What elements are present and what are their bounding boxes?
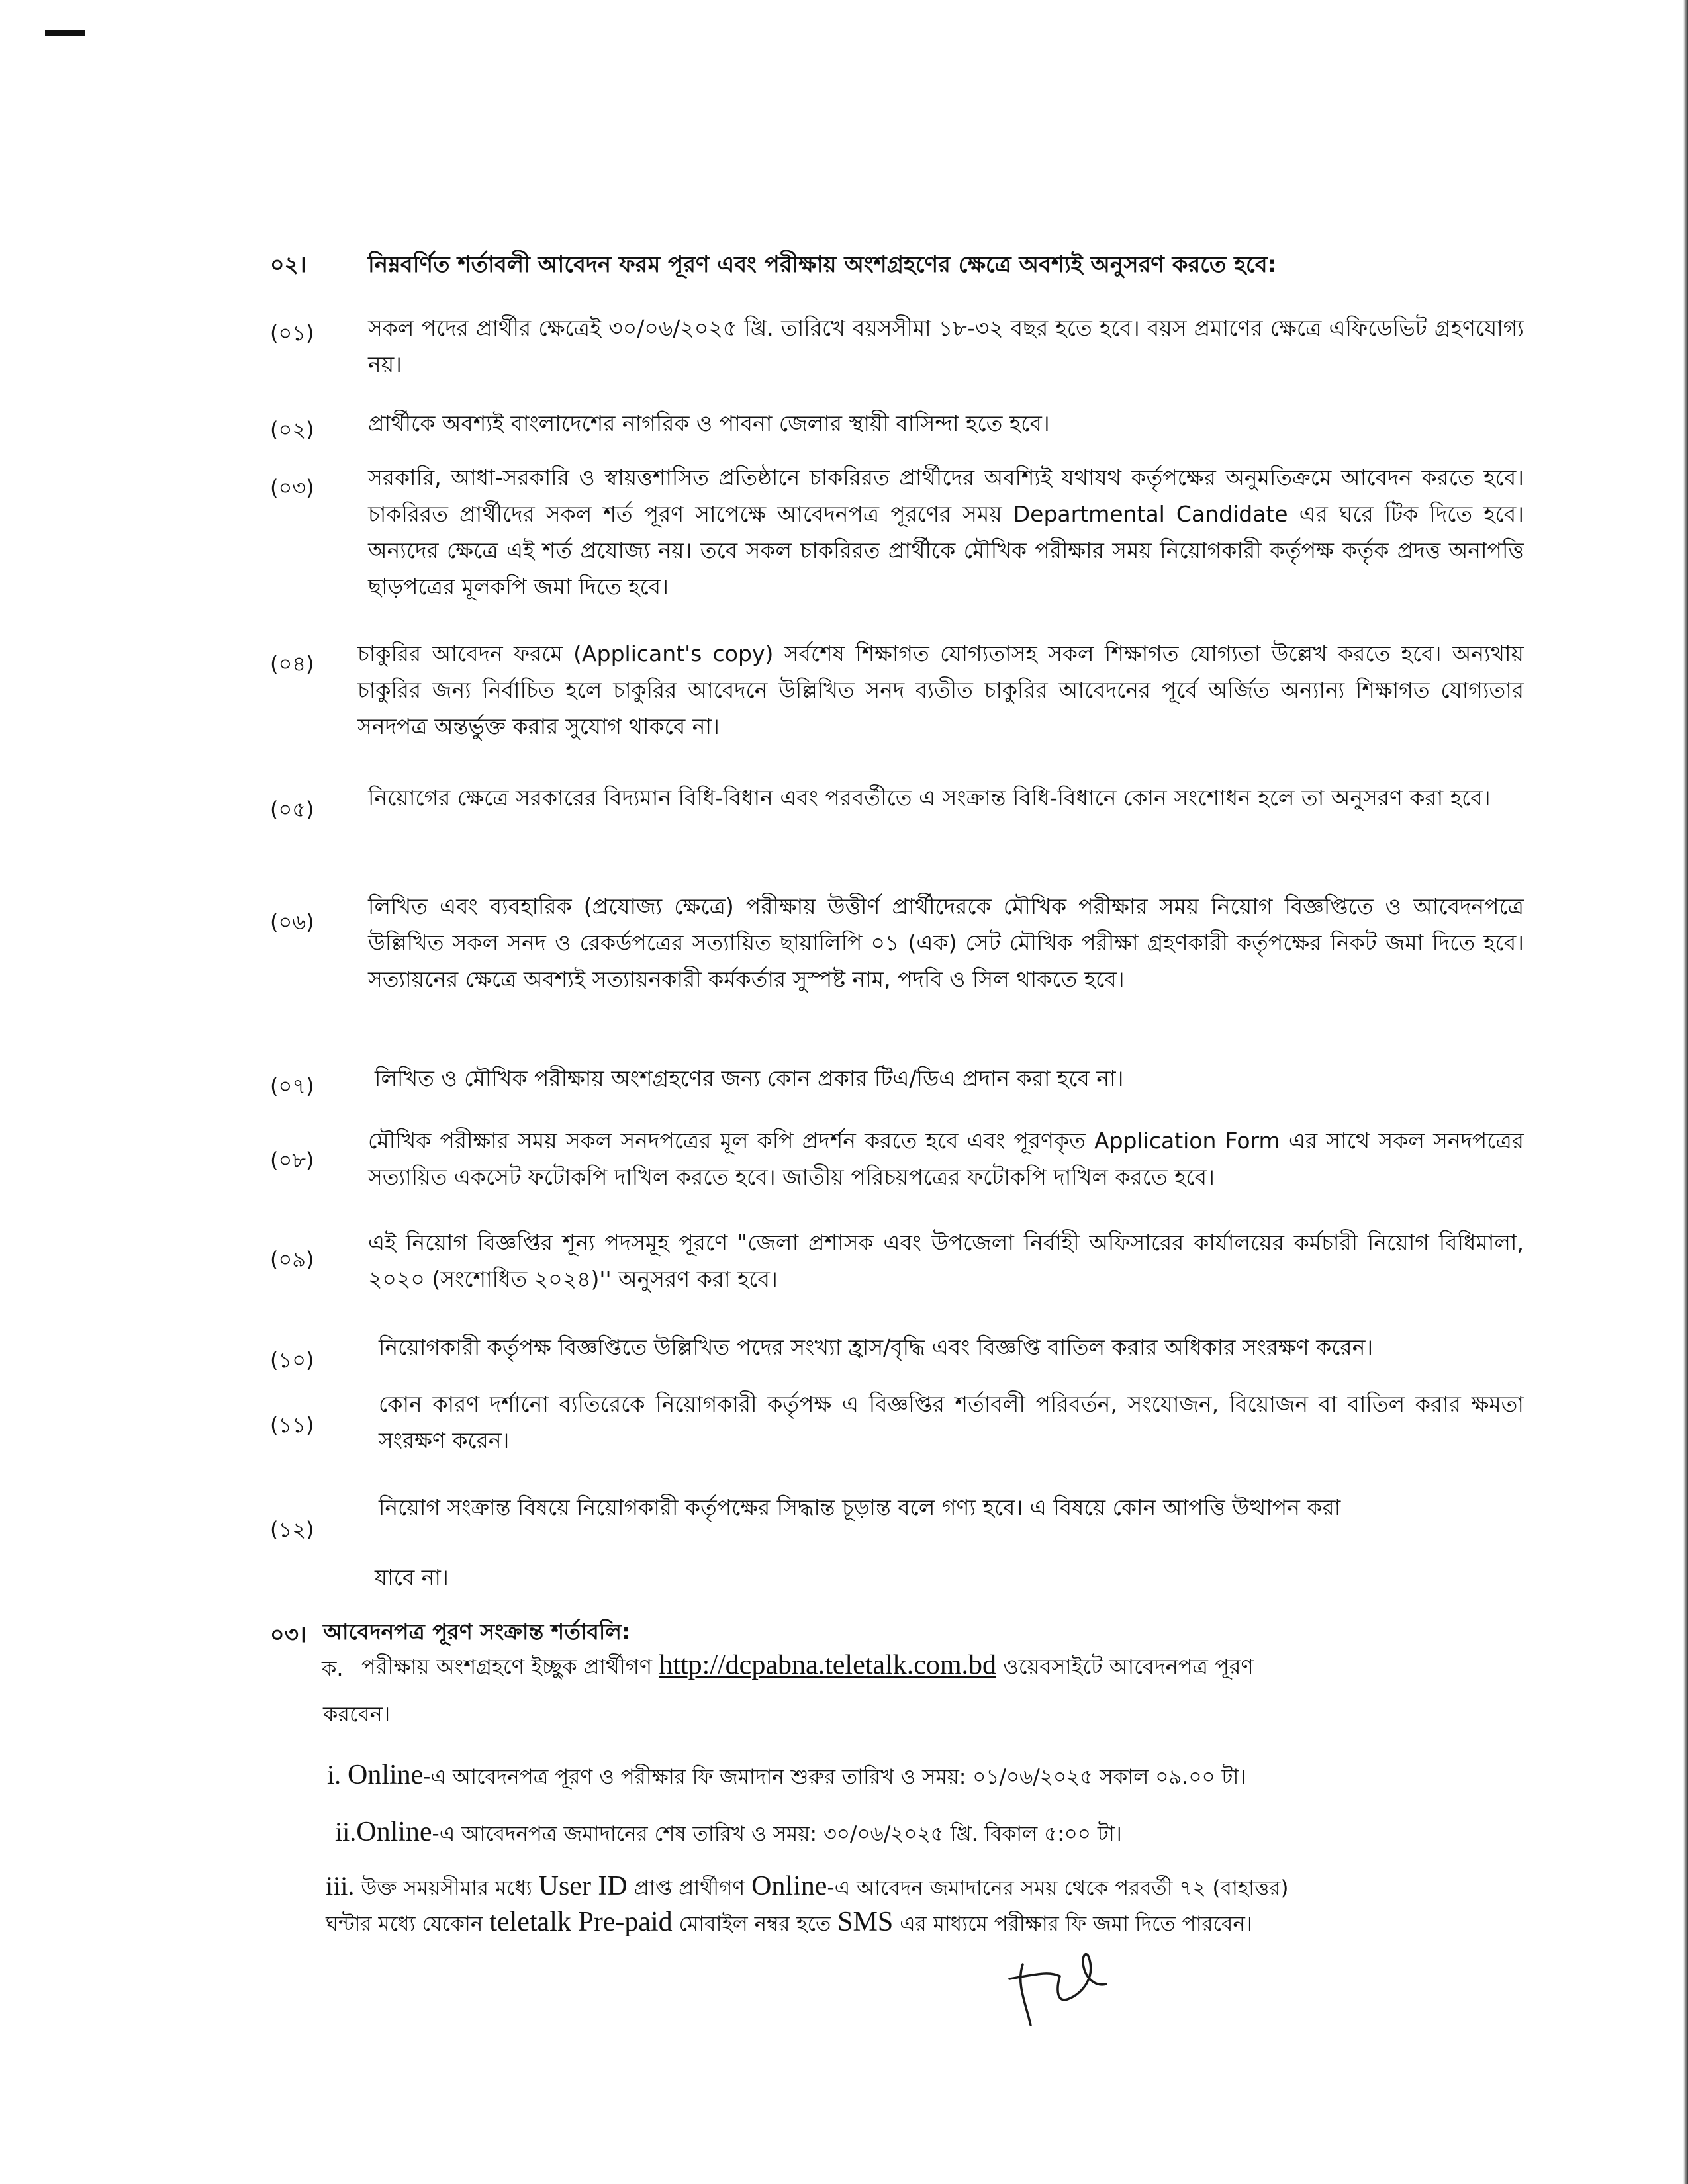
point-iii-text-6: এর মাধ্যমে পরীক্ষার ফি জমা দিতে পারবেন। [900, 1912, 1252, 1936]
point-iii-sms: SMS [837, 1907, 894, 1937]
item-number-09: (০৯) [270, 1247, 314, 1272]
item-number-01: (০১) [270, 320, 314, 345]
item-text-09: এই নিয়োগ বিজ্ঞপ্তির শূন্য পদসমূহ পূরণে "জেলা প্রশাসক এবং উপজেলা নির্বাহী অফিসারের কার্যালয়ের কর্মচারী নিয়োগ বিধিমালা, ২০২০ (সংশোধিত ২০২৪)'' অনুসরণ করা হবে। [368, 1230, 1524, 1292]
section-3-number: ০৩। [270, 1621, 306, 1647]
point-iii-userid: User ID [538, 1871, 628, 1901]
item-text-06: লিখিত এবং ব্যবহারিক (প্রযোজ্য ক্ষেত্রে) পরীক্ষায় উত্তীর্ণ প্রার্থীদেরকে মৌখিক পরীক্ষার সময় নিয়োগ বিজ্ঞপ্তিতে ও আবেদনপত্রে উল্লিখিত সকল সনদ ও রেকর্ডপত্রের সত্যায়িত ছায়ালিপি ০১ (এক) সেট মৌখিক পরীক্ষা গ্রহণকারী কর্তৃপক্ষের নিকট জমা দিতে হবে। সত্যায়নের ক্ষেত্রে অবশ্যই সত্যায়নকারী কর্মকর্তার সুস্পষ্ট নাম, পদবি ও সিল থাকতে হবে। [368, 893, 1524, 992]
point-i-text: -এ আবেদনপত্র পূরণ ও পরীক্ষার ফি জমাদান শুরুর তারিখ ও সময়: ০১/০৬/২০২৫ সকাল ০৯.০০ টা। [423, 1765, 1246, 1789]
point-iii-text-5: মোবাইল নম্বর হতে [679, 1912, 831, 1936]
item-text-05: নিয়োগের ক্ষেত্রে সরকারের বিদ্যমান বিধি-বিধান এবং পরবর্তীতে এ সংক্রান্ত বিধি-বিধানে কোন সংশোধন হলে তা অনুসরণ করা হবে। [368, 785, 1491, 811]
item-number-05: (০৫) [270, 797, 314, 822]
item-number-03: (০৩) [270, 475, 314, 500]
point-iii-text-2: প্রাপ্ত প্রার্থীগণ [633, 1876, 745, 1900]
scan-edge-shadow [1683, 0, 1688, 2184]
point-iii-online: Online [751, 1871, 827, 1901]
teletalk-url-link[interactable]: http://dcpabna.teletalk.com.bd [659, 1650, 997, 1680]
item-number-06: (০৬) [270, 909, 314, 934]
point-ii [335, 1816, 1122, 1852]
point-iii-text-3: -এ আবেদন জমাদানের সময় থেকে পরবর্তী ৭২ (বাহাত্তর) [827, 1876, 1289, 1900]
point-iii-prepaid: teletalk Pre-paid [489, 1907, 673, 1937]
item-text-02: প্রার্থীকে অবশ্যই বাংলাদেশের নাগরিক ও পাবনা জেলার স্থায়ী বাসিন্দা হতে হবে। [368, 410, 1050, 436]
point-ii-label: ii. [335, 1817, 357, 1846]
item-number-10: (১০) [270, 1347, 314, 1373]
item-text-10: নিয়োগকারী কর্তৃপক্ষ বিজ্ঞপ্তিতে উল্লিখিত পদের সংখ্যা হ্রাস/বৃদ্ধি এবং বিজ্ঞপ্তি বাতিল করার অধিকার সংরক্ষণ করেন। [379, 1334, 1374, 1360]
item-text-03: সরকারি, আধা-সরকারি ও স্বায়ত্তশাসিত প্রতিষ্ঠানে চাকরিরত প্রার্থীদের অবশ্যিই যথাযথ কর্তৃপক্ষের অনুমতিক্রমে আবেদন করতে হবে। চাকরিরত প্রার্থীদের সকল শর্ত পূরণ সাপেক্ষে আবেদনপত্র পূরণের সময় Departmental Candidate এর ঘরে টিক দিতে হবে। অন্যদের ক্ষেত্রে এই শর্ত প্রযোজ্য নয়। তবে সকল চাকরিরত প্রার্থীকে মৌখিক পরীক্ষার সময় নিয়োগকারী কর্তৃপক্ষ কর্তৃক প্রদত্ত অনাপত্তি ছাড়পত্রের মূলকপি জমা দিতে হবে। [368, 465, 1524, 600]
item-text-12: নিয়োগ সংক্রান্ত বিষয়ে নিয়োগকারী কর্তৃপক্ষের সিদ্ধান্ত চূড়ান্ত বলে গণ্য হবে। এ বিষয়ে কোন আপত্তি উত্থাপন করা [379, 1494, 1341, 1520]
item-number-02: (০২) [270, 417, 314, 442]
scan-mark [45, 30, 85, 36]
item-number-08: (০৮) [270, 1148, 314, 1173]
item-number-12: (১২) [270, 1517, 314, 1542]
item-text-12-continuation: যাবে না। [375, 1565, 449, 1590]
item-number-04: (০৪) [270, 651, 314, 676]
point-i-label: i. [327, 1760, 342, 1790]
item-text-08: মৌখিক পরীক্ষার সময় সকল সনদপত্রের মূল কপি প্রদর্শন করতে হবে এবং পূরণকৃত Application Form এর সাথে সকল সনদপত্রের সত্যায়িত একসেট ফটোকপি দাখিল করতে হবে। জাতীয় পরিচয়পত্রের ফটোকপি দাখিল করতে হবে। [368, 1128, 1524, 1190]
item-text-04: চাকুরির আবেদন ফরমে (Applicant's copy) সর্বশেষ শিক্ষাগত যোগ্যতাসহ সকল শিক্ষাগত যোগ্যতা উল্লেখ করতে হবে। অন্যথায় চাকুরির জন্য নির্বাচিত হলে চাকুরির আবেদনে উল্লিখিত সনদ ব্যতীত চাকুরির আবেদনের পূর্বে অর্জিত অন্যান্য শিক্ষাগত যোগ্যতার সনদপত্র অন্তর্ভুক্ত করার সুযোগ থাকবে না। [357, 641, 1524, 739]
ka-continuation: করবেন। [323, 1702, 391, 1727]
section-2-heading: নিম্নবর্ণিত শর্তাবলী আবেদন ফরম পূরণ এবং পরীক্ষায় অংশগ্রহণের ক্ষেত্রে অবশ্যই অনুসরণ করতে হবে: [368, 251, 1277, 278]
point-i [327, 1759, 1246, 1796]
item-number-11: (১১) [270, 1412, 314, 1437]
signature-image [996, 1938, 1115, 2030]
section-3-heading: আবেদনপত্র পূরণ সংক্রান্ত শর্তাবলি: [323, 1619, 631, 1645]
point-iii-text-4: ঘন্টার মধ্যে যেকোন [326, 1912, 483, 1936]
item-text-11: কোন কারণ দর্শানো ব্যতিরেকে নিয়োগকারী কর্তৃপক্ষ এ বিজ্ঞপ্তির শর্তাবলী পরিবর্তন, সংযোজন, বিয়োজন বা বাতিল করার ক্ষমতা সংরক্ষণ করেন। [379, 1391, 1524, 1453]
point-iii-line-1 [326, 1870, 1289, 1907]
point-iii-label: iii. [326, 1871, 355, 1901]
point-iii-text-1: উক্ত সময়সীমার মধ্যে [361, 1876, 532, 1900]
ka-label: ক. [322, 1656, 344, 1681]
point-ii-text: -এ আবেদনপত্র জমাদানের শেষ তারিখ ও সময়: ৩০/০৬/২০২৫ খ্রি. বিকাল ৫:০০ টা। [432, 1822, 1122, 1846]
ka-text-pre: পরীক্ষায় অংশগ্রহণে ইচ্ছুক প্রার্থীগণ [361, 1654, 653, 1679]
ka-line [361, 1647, 1254, 1685]
ka-text-post: ওয়েবসাইটে আবেদনপত্র পূরণ [1003, 1654, 1254, 1679]
section-2-number: ০২। [270, 251, 306, 277]
point-i-online: Online [347, 1760, 424, 1790]
item-text-07: লিখিত ও মৌখিক পরীক্ষায় অংশগ্রহণের জন্য কোন প্রকার টিএ/ডিএ প্রদান করা হবে না। [375, 1066, 1124, 1091]
item-number-07: (০৭) [270, 1073, 314, 1099]
point-ii-online: Online [356, 1817, 432, 1847]
item-text-01: সকল পদের প্রার্থীর ক্ষেত্রেই ৩০/০৬/২০২৫ খ্রি. তারিখে বয়সসীমা ১৮-৩২ বছর হতে হবে। বয়স প্রমাণের ক্ষেত্রে এফিডেভিট গ্রহণযোগ্য নয়। [368, 315, 1524, 377]
point-iii-line-2 [326, 1906, 1252, 1942]
